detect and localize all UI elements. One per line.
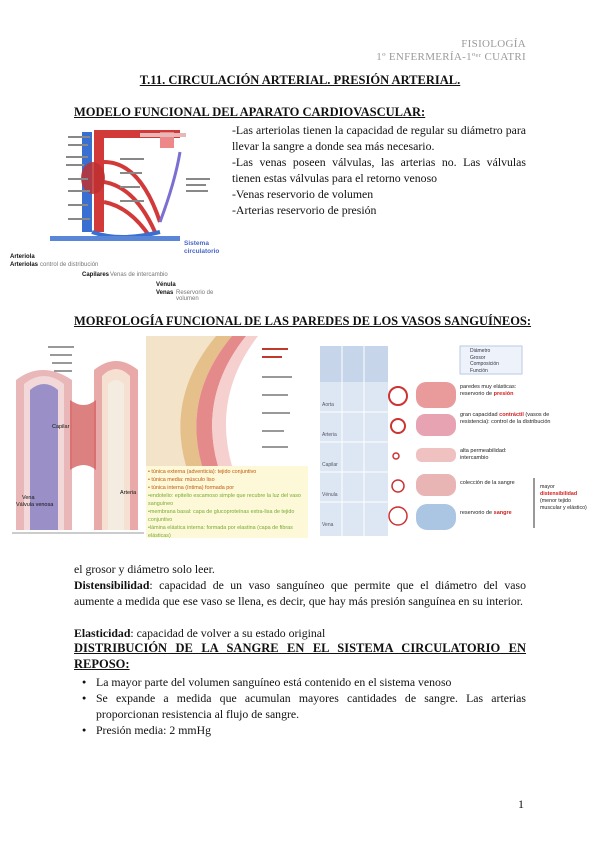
side-note-2: (menor tejido muscular y elástico) bbox=[540, 498, 587, 511]
artery-circle bbox=[391, 419, 405, 433]
row-venula: Vénula bbox=[322, 492, 338, 498]
section1-line-3: -Venas reservorio de volumen bbox=[232, 187, 374, 201]
label-capilar: Capilar bbox=[52, 424, 70, 430]
label-arteriolas: Arteriolas bbox=[10, 262, 39, 268]
aorta-tube bbox=[416, 382, 456, 408]
note-2 bbox=[460, 412, 558, 426]
note-1-text: paredes muy elásticas: reservorio de bbox=[460, 384, 517, 397]
text-distensibilidad: : capacidad de un vaso sanguíneo que permite que el diámetro del vaso aumente a medida que ese vaso se llena, es decir, que hay más presión sanguínea en su interior. bbox=[74, 578, 526, 608]
note-2-accent: contráctil bbox=[499, 412, 524, 418]
note-3: alta permeabilidad: intercambio bbox=[460, 448, 507, 461]
capillary-tube bbox=[416, 448, 456, 462]
note-1-accent: presión bbox=[493, 391, 514, 397]
side-note-1: mayor bbox=[540, 484, 555, 490]
key-4: Función bbox=[470, 367, 488, 374]
figure-caption-title: Sistema circulatorio bbox=[184, 240, 220, 255]
key-3: Composición bbox=[470, 361, 499, 367]
bullet-2: ● Se expande a medida que acumulan mayores cantidades de sangre. Las arterias proporcionan resistencia al flujo de sangre. bbox=[96, 690, 526, 722]
bullet-3: ● Presión media: 2 mmHg bbox=[96, 722, 526, 738]
term-elasticidad: Elasticidad bbox=[74, 626, 131, 640]
note-5 bbox=[460, 510, 536, 517]
capillary-circle bbox=[393, 453, 399, 459]
artery-tube bbox=[416, 414, 456, 436]
legend-line-6: •lámina elástica interna: formada por elastina (capa de fibras elásticas) bbox=[148, 525, 293, 538]
label-capilares: Capilares bbox=[82, 272, 110, 278]
section-heading-distribucion: DISTRIBUCIÓN DE LA SANGRE EN EL SISTEMA CIRCULATORIO EN REPOSO: bbox=[74, 641, 526, 671]
label-arteriolas-desc: control de distribución bbox=[40, 262, 99, 268]
bullet-1: ● La mayor parte del volumen sanguíneo está contenido en el sistema venoso bbox=[96, 674, 526, 690]
header-course: 1º ENFERMERÍA-1ºᵉʳ CUATRI bbox=[376, 51, 526, 63]
capillary-bed bbox=[70, 400, 96, 470]
label-venas: Venas bbox=[156, 290, 174, 296]
note-1 bbox=[460, 384, 540, 398]
venule-circle bbox=[392, 480, 404, 492]
label-arteriola: Arteriola bbox=[10, 254, 35, 260]
legend-line-3: • túnica interna (íntima) formada por bbox=[148, 485, 235, 491]
vein-tube bbox=[416, 504, 456, 530]
legend-line-2: • túnica media: músculo liso bbox=[148, 477, 215, 483]
cardiovascular-model-figure bbox=[10, 122, 232, 300]
capillary-loop bbox=[160, 152, 180, 222]
note-4: colección de la sangre bbox=[460, 480, 515, 486]
section1-line-1: -Las arteriolas tienen la capacidad de regular su diámetro para llevar la sangre a donde sea más necesario. bbox=[232, 123, 526, 153]
label-vena: Vena bbox=[22, 495, 35, 501]
wall-layers-figure bbox=[146, 336, 310, 540]
venule-tube bbox=[416, 474, 456, 496]
aorta-circle bbox=[389, 387, 407, 405]
section1-text bbox=[232, 122, 526, 218]
page-title: T.11. CIRCULACIÓN ARTERIAL. PRESIÓN ARTERIAL. bbox=[139, 73, 461, 87]
label-bar bbox=[140, 133, 186, 137]
wall-layers-diagram bbox=[146, 336, 310, 466]
term-distensibilidad: Distensibilidad bbox=[74, 578, 150, 592]
label-capilares-desc: Venas de intercambio bbox=[110, 272, 168, 278]
vein-inner bbox=[30, 384, 58, 530]
legend-line-4: •endotelio: epitelio escamoso simple que recubre la luz del vaso sanguíneo bbox=[148, 493, 301, 507]
section-heading-modelo: MODELO FUNCIONAL DEL APARATO CARDIOVASCULAR: bbox=[74, 105, 426, 119]
wall-layers-legend bbox=[146, 466, 308, 538]
page-number: 1 bbox=[518, 797, 524, 811]
row-labels bbox=[322, 390, 338, 540]
paragraph-elasticidad bbox=[74, 625, 526, 641]
label-venas-desc: Reservorio de volumen bbox=[176, 290, 214, 302]
section-heading-morfologia: MORFOLOGÍA FUNCIONAL DE LAS PAREDES DE LOS VASOS SANGUÍNEOS: bbox=[74, 314, 532, 328]
label-valvula: Válvula venosa bbox=[16, 502, 54, 508]
vessel-comparison-figure bbox=[320, 338, 590, 538]
row-aorta: Aorta bbox=[322, 402, 334, 408]
note-5-accent: sangre bbox=[493, 510, 512, 516]
note-2-rest: (vasos de resistencia): control de la distribución bbox=[460, 412, 551, 425]
paragraph-distensibilidad bbox=[74, 577, 526, 609]
line-grosor: el grosor y diámetro solo leer. bbox=[74, 562, 215, 576]
side-note bbox=[540, 484, 588, 512]
table-header bbox=[320, 346, 388, 382]
side-note-accent: distensibilidad bbox=[540, 491, 578, 497]
section1-line-4: -Arterias reservorio de presión bbox=[232, 203, 377, 217]
section1-line-2: -Las venas poseen válvulas, las arterias no. Las válvulas tienen estas válvulas para el retorno venoso bbox=[232, 155, 526, 185]
text-elasticidad: : capacidad de volver a su estado original bbox=[130, 626, 326, 640]
row-vena: Vena bbox=[322, 522, 334, 528]
header-subject: FISIOLOGÍA bbox=[461, 38, 526, 50]
row-capilar: Capilar bbox=[322, 462, 338, 468]
label-arteria: Arteria bbox=[120, 490, 137, 496]
key-1: Diámetro bbox=[470, 348, 491, 354]
note-5-text: reservorio de bbox=[460, 510, 494, 516]
legend-line-1: • túnica externa (adventicia): tejido conjuntivo bbox=[148, 469, 257, 475]
vessel-wall-figure bbox=[12, 340, 144, 536]
vein-circle bbox=[389, 507, 407, 525]
key-2: Grosor bbox=[470, 354, 486, 361]
row-arteria: Arteria bbox=[322, 432, 337, 438]
artery-lumen bbox=[108, 380, 124, 530]
key-list bbox=[470, 348, 499, 374]
label-venula: Vénula bbox=[156, 282, 176, 288]
note-2-text: gran capacidad bbox=[460, 412, 500, 418]
systemic-return bbox=[50, 236, 180, 241]
legend-line-5: •membrana basal: capa de glucoproteínas extra-lisa de tejido conjuntivo bbox=[148, 509, 295, 523]
